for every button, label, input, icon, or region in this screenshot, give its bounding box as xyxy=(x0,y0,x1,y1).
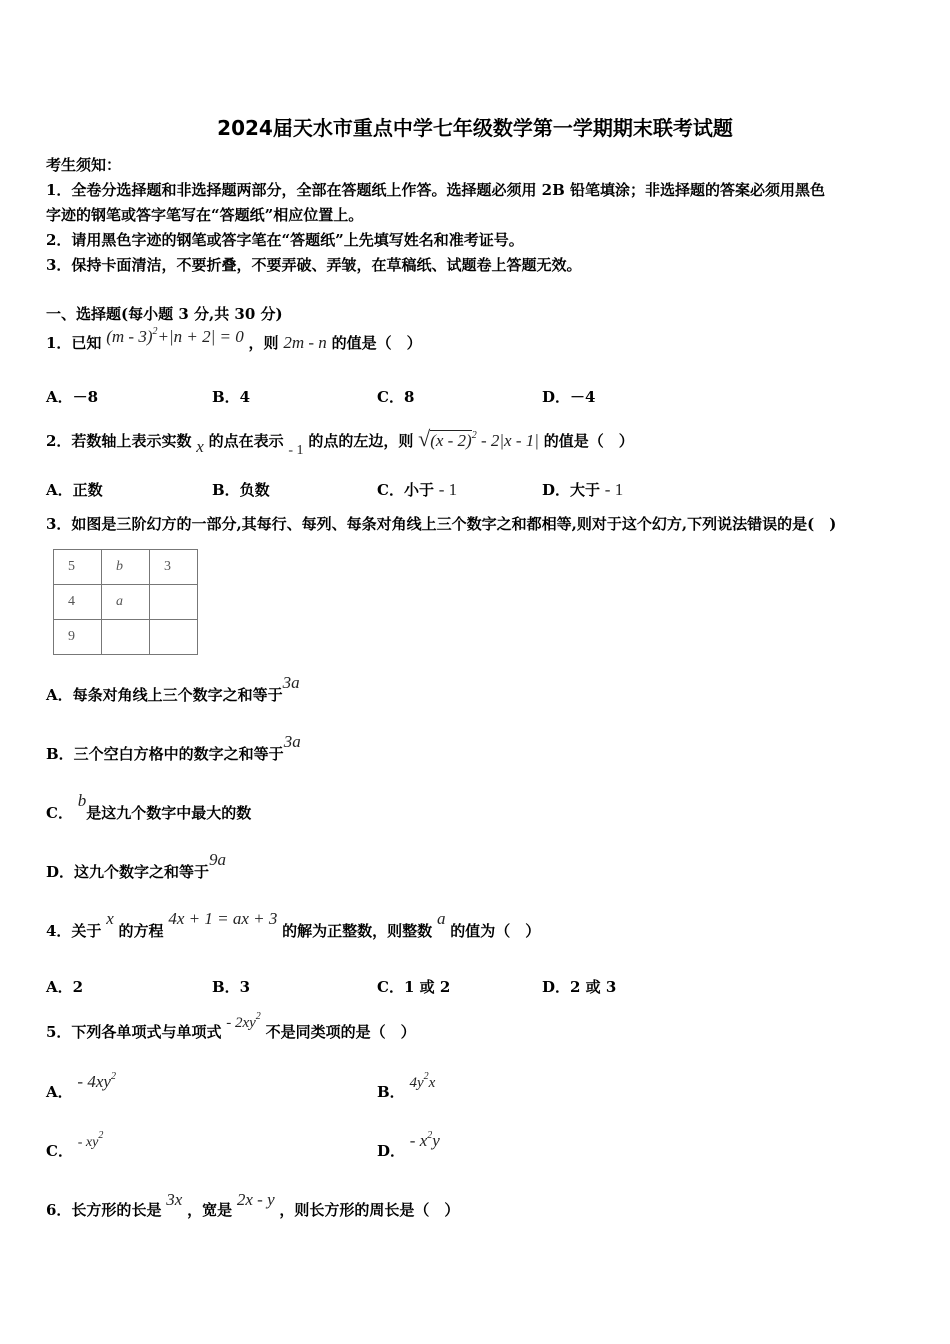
q4-option-b[interactable]: B．3 xyxy=(212,978,251,996)
magic-square-grid xyxy=(53,549,198,655)
grid-cell xyxy=(150,585,198,620)
q1-option-b[interactable]: B．4 xyxy=(212,388,251,406)
notice-line-2: 2．请用黑色字迹的钢笔或答字笔在“答题纸”上先填写姓名和准考证号。 xyxy=(46,231,524,249)
section-heading: 一、选择题(每小题 3 分,共 30 分) xyxy=(46,305,283,323)
grid-cell: 4 xyxy=(54,585,102,620)
question-4: 4．关于 x 的方程 4x + 1 = ax + 3 的解为正整数，则整数 a 的值为（ ） xyxy=(46,909,541,940)
question-2: 2．若数轴上表示实数 x 的点在表示 - 1 的点的左边，则 √(x - 2)$^2$ - 2|x - 1| 的值是（ ） xyxy=(46,426,634,458)
notice-line-1a: 1．全卷分选择题和非选择题两部分，全部在答题纸上作答。选择题必须用 2B 铅笔填涂；非选择题的答案必须用黑色 xyxy=(46,181,826,199)
q3-option-a[interactable]: A．每条对角线上三个数字之和等于3a xyxy=(46,673,300,704)
q1-option-c[interactable]: C．8 xyxy=(377,388,415,406)
grid-cell: 5 xyxy=(54,550,102,585)
notice-line-3: 3．保持卡面清洁，不要折叠，不要弄破、弄皱，在草稿纸、试题卷上答题无效。 xyxy=(46,256,582,274)
grid-cell: 9 xyxy=(54,620,102,655)
q1-option-a[interactable]: A．－8 xyxy=(46,388,99,406)
q2-option-d[interactable]: D．大于 - 1 xyxy=(542,480,624,499)
q1-expr: (m - 3)$^2$+|n + 2| = 0 xyxy=(106,326,244,346)
q2-sqrt-expr: √(x - 2)$^2$ - 2|x - 1| xyxy=(418,426,539,451)
q1-expr2: 2m - n xyxy=(283,333,327,352)
q4-option-c[interactable]: C．1 或 2 xyxy=(377,978,451,996)
grid-cell: a xyxy=(102,585,150,620)
q2-option-c[interactable]: C．小于 - 1 xyxy=(377,480,458,499)
q2-option-a[interactable]: A．正数 xyxy=(46,481,103,499)
q5-option-d[interactable]: D． - $x^2y$ xyxy=(377,1130,440,1160)
question-1: 1．已知 (m - 3)$^2$+|n + 2| = 0 ，则 2m - n 的值是（ ） xyxy=(46,326,422,352)
grid-cell xyxy=(102,620,150,655)
q5-option-a[interactable]: A． - $4xy^2$ xyxy=(46,1071,116,1101)
q5-option-c[interactable]: C． - $xy^2$ xyxy=(46,1130,104,1160)
q5-option-b[interactable]: B． $4y^2x$ xyxy=(377,1071,436,1101)
q1-option-d[interactable]: D．－4 xyxy=(542,388,596,406)
notice-line-1b: 字迹的钢笔或答字笔写在“答题纸”相应位置上。 xyxy=(46,206,364,224)
grid-cell xyxy=(150,620,198,655)
q4-option-a[interactable]: A．2 xyxy=(46,978,84,996)
notice-heading: 考生须知： xyxy=(46,156,122,174)
question-3: 3．如图是三阶幻方的一部分,其每行、每列、每条对角线上三个数字之和都相等,则对于这个幻方,下列说法错误的是( ) xyxy=(46,515,837,533)
q3-option-b[interactable]: B．三个空白方格中的数字之和等于3a xyxy=(46,732,301,763)
question-5: 5．下列各单项式与单项式 - $2xy^2$ 不是同类项的是（ ） xyxy=(46,1011,416,1041)
q3-option-d[interactable]: D．这九个数字之和等于9a xyxy=(46,850,227,881)
q2-option-b[interactable]: B．负数 xyxy=(212,481,270,499)
grid-cell: 3 xyxy=(150,550,198,585)
question-6: 6．长方形的长是 3x ，宽是 2x - y ，则长方形的周长是（ ） xyxy=(46,1190,460,1219)
grid-cell: b xyxy=(102,550,150,585)
q1-prefix: 1．已知 xyxy=(46,334,102,352)
q4-option-d[interactable]: D．2 或 3 xyxy=(542,978,617,996)
q3-option-c[interactable]: C． b是这九个数字中最大的数 xyxy=(46,791,252,822)
page-title: 2024届天水市重点中学七年级数学第一学期期末联考试题 xyxy=(217,116,733,140)
